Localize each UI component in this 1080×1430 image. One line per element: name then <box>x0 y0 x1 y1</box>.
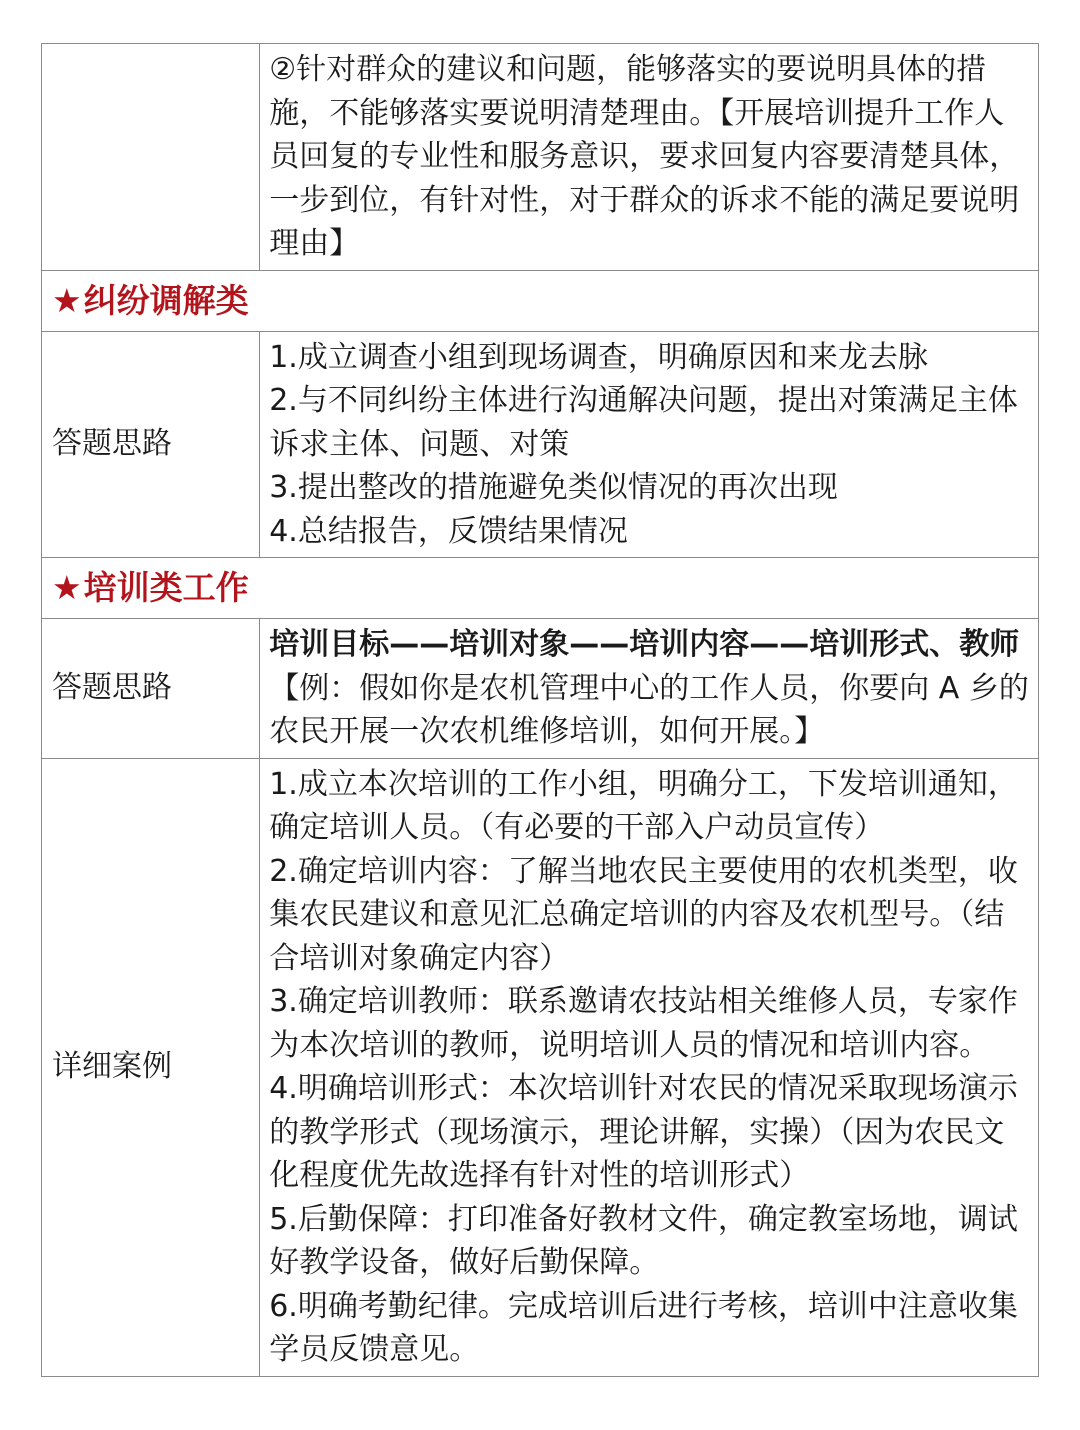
content-line: 化程度优先故选择有针对性的培训形式） <box>269 1158 810 1193</box>
section-header-row <box>42 270 1039 331</box>
table-row <box>42 758 1039 1376</box>
star-icon: ★ <box>52 280 82 320</box>
table-row <box>42 619 1039 759</box>
section-title: 培训类工作 <box>83 568 249 607</box>
content-line: 施，不能够落实要说明清楚理由。【开展培训提升工作人 <box>269 95 1005 131</box>
content-line: 3.确定培训教师：联系邀请农技站相关维修人员，专家作 <box>269 984 1018 1019</box>
content-line: 1.成立调查小组到现场调查，明确原因和来龙去脉 <box>269 339 928 375</box>
content-line: 3.提出整改的措施避免类似情况的再次出现 <box>269 470 838 505</box>
content-line: 培训目标——培训对象——培训内容——培训形式、教师 <box>269 627 1020 662</box>
table-row <box>42 331 1039 558</box>
content-line: 2.与不同纠纷主体进行沟通解决问题，提出对策满足主体 <box>269 383 1018 418</box>
content-line: 4.总结报告，反馈结果情况 <box>269 513 628 549</box>
row-label: 答题思路 <box>42 619 260 759</box>
section-header-row <box>42 558 1039 619</box>
content-line: 为本次培训的教师，说明培训人员的情况和培训内容。 <box>269 1027 990 1063</box>
section-header <box>42 270 1039 331</box>
row-content <box>260 758 1039 1376</box>
content-line: 【例：假如你是农机管理中心的工作人员，你要向 A 乡的 <box>269 670 1029 706</box>
content-line: 员回复的专业性和服务意识，要求回复内容要清楚具体， <box>269 139 1020 174</box>
content-line: 一步到位，有针对性，对于群众的诉求不能的满足要说明 <box>269 182 1020 218</box>
row-content <box>260 44 1039 271</box>
content-line: 确定培训人员。（有必要的干部入户动员宣传） <box>269 810 885 845</box>
content-line: 2.确定培训内容：了解当地农民主要使用的农机类型，收 <box>269 853 1018 889</box>
content-line: 6.明确考勤纪律。完成培训后进行考核，培训中注意收集 <box>269 1288 1018 1324</box>
content-line: 农民开展一次农机维修培训，如何开展。】 <box>269 714 825 749</box>
content-line: 学员反馈意见。 <box>269 1332 480 1367</box>
row-label: 详细案例 <box>42 758 260 1376</box>
content-line: 诉求主体、问题、对策 <box>269 426 570 462</box>
star-icon: ★ <box>52 568 82 607</box>
table-row <box>42 44 1039 271</box>
section-header <box>42 558 1039 619</box>
content-line: 4.明确培训形式：本次培训针对农民的情况采取现场演示 <box>269 1071 1018 1106</box>
content-line: 1.成立本次培训的工作小组，明确分工，下发培训通知， <box>269 766 1018 802</box>
row-content <box>260 619 1039 759</box>
content-line: 5.后勤保障：打印准备好教材文件，确定教室场地，调试 <box>269 1201 1018 1237</box>
row-content <box>260 331 1039 558</box>
row-label: 答题思路 <box>42 331 260 558</box>
table-body <box>42 44 1039 1377</box>
row-label <box>42 44 260 271</box>
content-line: 合培训对象确定内容） <box>269 940 570 976</box>
document-table <box>41 43 1039 1377</box>
content-line: 好教学设备，做好后勤保障。 <box>269 1245 660 1280</box>
content-line: 的教学形式（现场演示，理论讲解，实操）（因为农民文 <box>269 1114 1005 1150</box>
content-line: ②针对群众的建议和问题，能够落实的要说明具体的措 <box>269 52 987 87</box>
content-line: 理由】 <box>269 226 360 261</box>
content-line: 集农民建议和意见汇总确定培训的内容及农机型号。（结 <box>269 897 1005 932</box>
section-title: 纠纷调解类 <box>83 280 249 320</box>
